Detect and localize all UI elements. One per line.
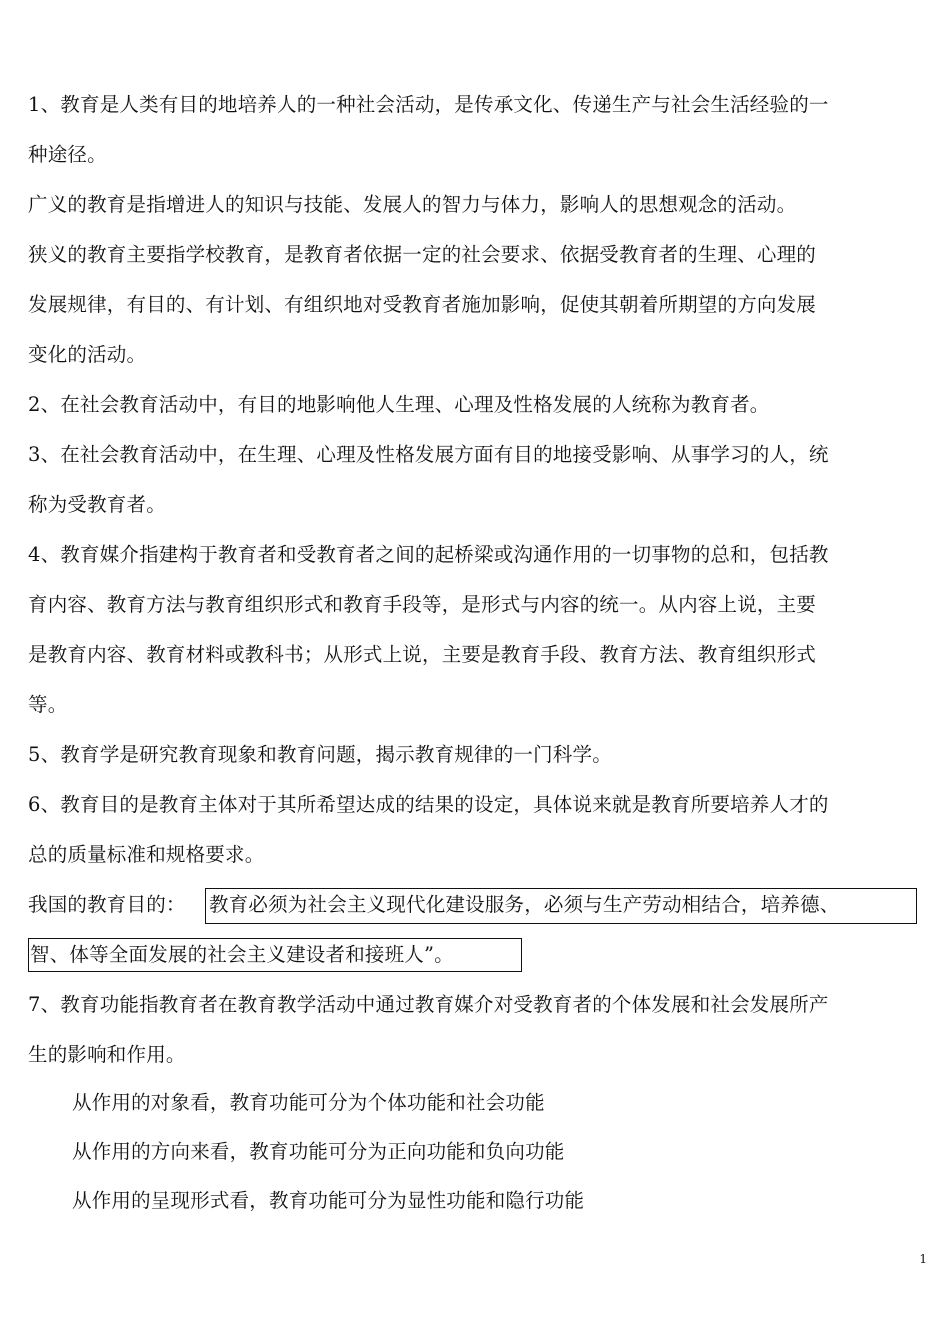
paragraph-line: 育内容、教育方法与教育组织形式和教育手段等，是形式与内容的统一。从内容上说，主要: [28, 593, 817, 616]
paragraph-line: 是教育内容、教育材料或教科书；从形式上说，主要是教育手段、教育方法、教育组织形式: [28, 643, 817, 666]
indented-line: 从作用的对象看，教育功能可分为个体功能和社会功能: [72, 1091, 545, 1114]
paragraph-line: 5、教育学是研究教育现象和教育问题，揭示教育规律的一门科学。: [28, 743, 612, 766]
indented-line: 从作用的呈现形式看，教育功能可分为显性功能和隐行功能: [72, 1189, 585, 1212]
education-goal-label: 我国的教育目的：: [28, 893, 186, 916]
paragraph-line: 7、教育功能指教育者在教育教学活动中通过教育媒介对受教育者的个体发展和社会发展所产: [28, 993, 829, 1016]
education-goal-text-line-1: 教育必须为社会主义现代化建设服务，必须与生产劳动相结合，培养德、: [209, 893, 840, 916]
paragraph-line: 6、教育目的是教育主体对于其所希望达成的结果的设定，具体说来就是教育所要培养人才的: [28, 793, 829, 816]
education-goal-text-line-2: 智、体等全面发展的社会主义建设者和接班人”。: [30, 943, 454, 966]
paragraph-line: 生的影响和作用。: [28, 1043, 186, 1066]
paragraph-line: 4、教育媒介指建构于教育者和受教育者之间的起桥梁或沟通作用的一切事物的总和，包括教: [28, 543, 829, 566]
paragraph-line: 总的质量标准和规格要求。: [28, 843, 265, 866]
paragraph-line: 称为受教育者。: [28, 493, 166, 516]
paragraph-line: 2、在社会教育活动中，有目的地影响他人生理、心理及性格发展的人统称为教育者。: [28, 393, 770, 416]
paragraph-line: 广义的教育是指增进人的知识与技能、发展人的智力与体力，影响人的思想观念的活动。: [28, 193, 797, 216]
paragraph-line: 种途径。: [28, 143, 107, 166]
indented-line: 从作用的方向来看，教育功能可分为正向功能和负向功能: [72, 1140, 565, 1163]
paragraph-line: 变化的活动。: [28, 343, 147, 366]
paragraph-line: 3、在社会教育活动中，在生理、心理及性格发展方面有目的地接受影响、从事学习的人，统: [28, 443, 829, 466]
paragraph-line: 1、教育是人类有目的地培养人的一种社会活动，是传承文化、传递生产与社会生活经验的一: [28, 93, 829, 116]
paragraph-line: 狭义的教育主要指学校教育，是教育者依据一定的社会要求、依据受教育者的生理、心理的: [28, 243, 817, 266]
page-number: 1: [919, 1252, 927, 1266]
paragraph-line: 等。: [28, 693, 68, 716]
paragraph-line: 发展规律，有目的、有计划、有组织地对受教育者施加影响，促使其朝着所期望的方向发展: [28, 293, 817, 316]
